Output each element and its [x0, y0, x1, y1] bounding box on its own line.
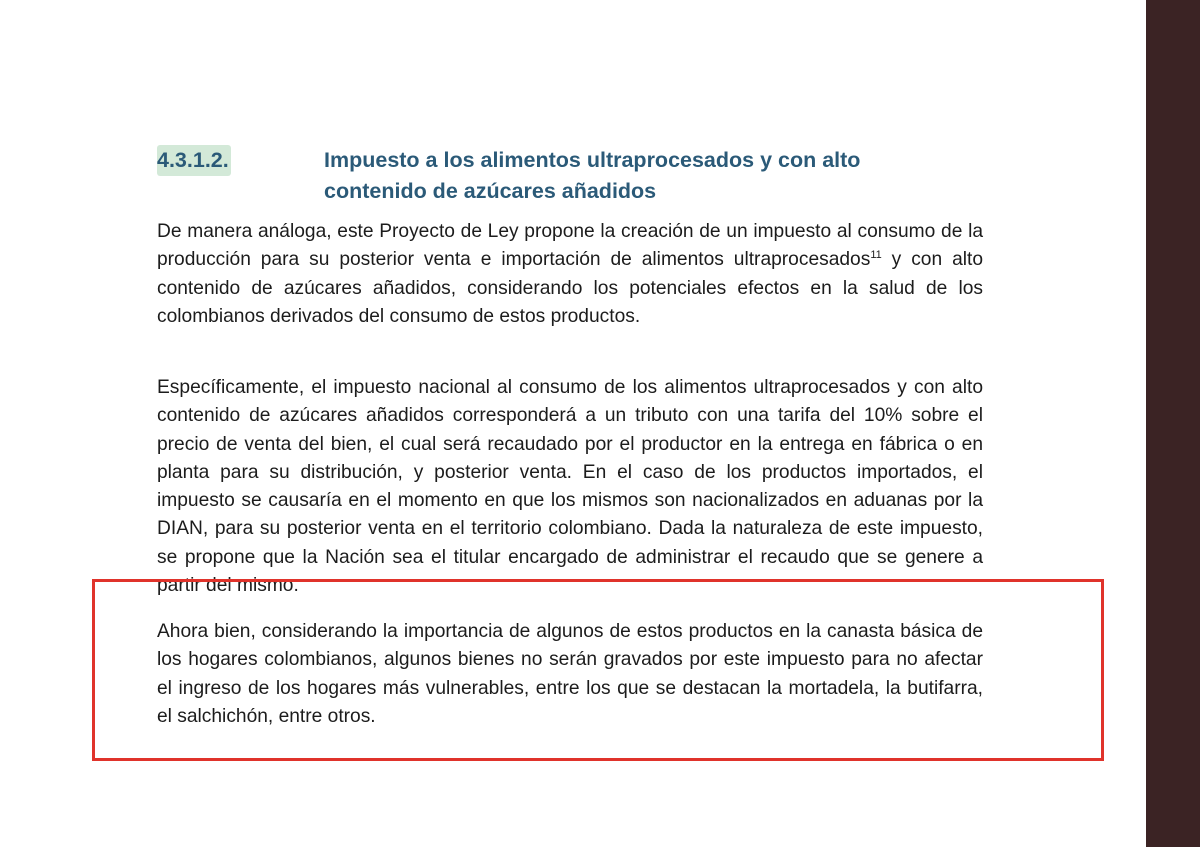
paragraph-3-highlighted: Ahora bien, considerando la importancia de algunos de estos productos en la canasta básica de los hogares colombianos, algunos bienes no serán gravados por este impuesto para no afectar el ingreso de los hogares más vulnerables, entre los que se destacan la mortadela, la butifarra, el salchichón, entre otros.	[157, 621, 983, 727]
section-title: Impuesto a los alimentos ultraprocesados y con alto contenido de azúcares añadidos	[324, 148, 861, 203]
paragraph-1-text-continued: y con alto contenido de azúcares añadidos, considerando los potenciales efectos en la salud de los colombianos derivados del consumo de estos productos.	[157, 249, 984, 327]
side-bar	[1146, 0, 1200, 847]
paragraph-2: Específicamente, el impuesto nacional al consumo de los alimentos ultraprocesados y con alto contenido de azúcares añadidos corresponderá a un tributo con una tarifa del 10% sobre el precio de venta del bien, el cual será recaudado por el productor en la entrega en fábrica o en planta para su distribución, y posterior venta. En el caso de los productos importados, el impuesto se causaría en el momento en que los mismos son nacionalizados en aduanas por la DIAN, para su posterior venta en el territorio colombiano. Dada la naturaleza de este impuesto, se propone que la Nación sea el titular encargado de administrar el recaudo que se genere a partir del mismo.	[157, 377, 983, 597]
paragraph-1	[157, 218, 983, 331]
footnote-marker[interactable]: 11	[870, 249, 882, 262]
paragraph-1-text: De manera análoga, este Proyecto de Ley propone la creación de un impuesto al consumo de la producción para su posterior venta e importación de alimentos ultraprocesados	[157, 221, 983, 271]
section-number: 4.3.1.2.	[157, 145, 231, 176]
